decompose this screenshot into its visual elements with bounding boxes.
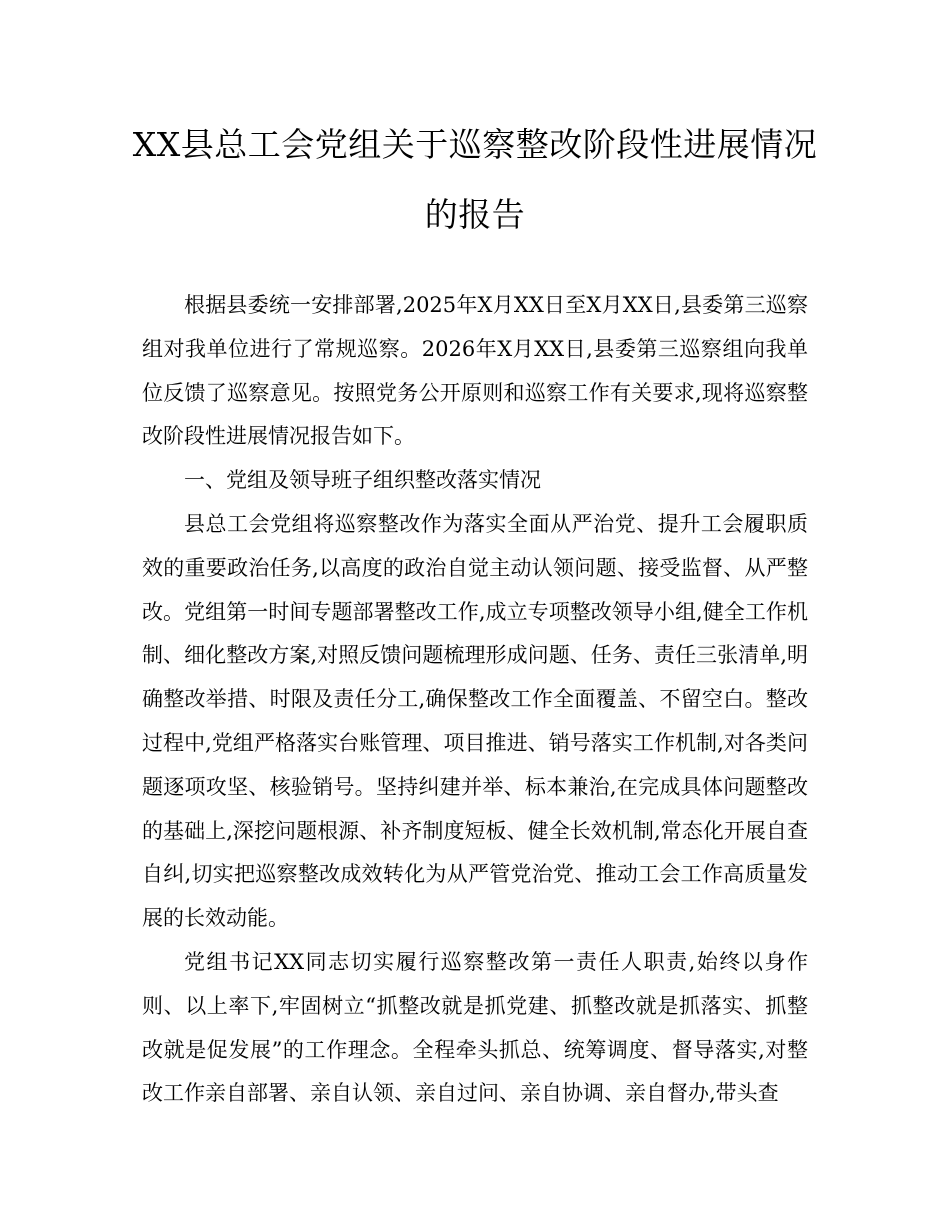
- body-paragraph: 党组书记XX同志切实履行巡察整改第一责任人职责,始终以身作则、以上率下,牢固树立“抓整改就是抓党建、抓整改就是抓落实、抓整改就是促发展”的工作理念。全程牵头抓总、统筹调度、督导落实,对整改工作亲自部署、亲自认领、亲自过问、亲自协调、亲自督办,带头查: [142, 949, 808, 1106]
- intro-paragraph: 根据县委统一安排部署,2025年X月XX日至X月XX日,县委第三巡察组对我单位进行了常规巡察。2026年X月XX日,县委第三巡察组向我单位反馈了巡察意见。按照党务公开原则和巡察工作有关要求,现将巡察整改阶段性进展情况报告如下。: [142, 293, 808, 449]
- body-paragraph: 县总工会党组将巡察整改作为落实全面从严治党、提升工会履职质效的重要政治任务,以高度的政治自觉主动认领问题、接受监督、从严整改。党组第一时间专题部署整改工作,成立专项整改领导小组,健全工作机制、细化整改方案,对照反馈问题梳理形成问题、任务、责任三张清单,明确整改举措、时限及责任分工,确保整改工作全面覆盖、不留空白。整改过程中,党组严格落实台账管理、项目推进、销号落实工作机制,对各类问题逐项攻坚、核验销号。坚持纠建并举、标本兼治,在完成具体问题整改的基础上,深挖问题根源、补齐制度短板、健全长效机制,常态化开展自查自纠,切实把巡察整改成效转化为从严管党治党、推动工会工作高质量发展的长效动能。: [142, 511, 808, 931]
- document-title: XX县总工会党组关于巡察整改阶段性进展情况的报告: [132, 125, 818, 234]
- document-body: [142, 284, 808, 1116]
- section-heading: 一、党组及领导班子组织整改落实情况: [184, 468, 541, 493]
